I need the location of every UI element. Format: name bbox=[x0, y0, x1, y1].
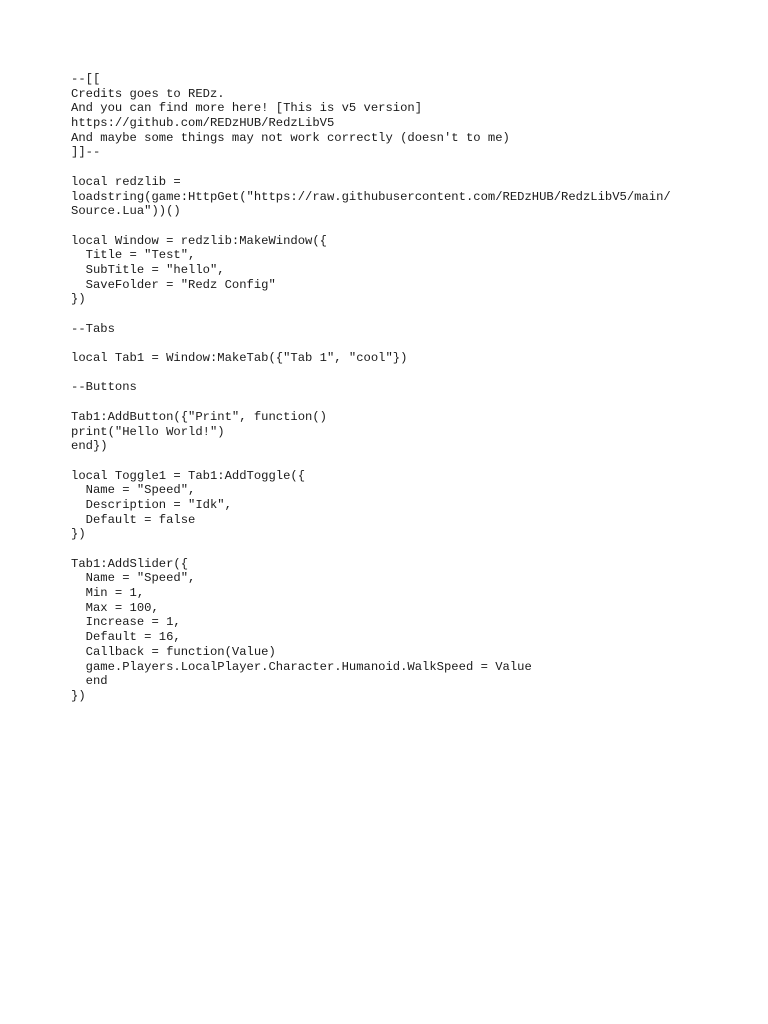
code-line: Name = "Speed", bbox=[71, 483, 196, 498]
code-line: Tab1:AddButton({"Print", function() bbox=[71, 409, 327, 424]
code-line: loadstring(game:HttpGet("https://raw.githubusercontent.com/REDzHUB/RedzLibV5/main/ bbox=[71, 189, 671, 204]
code-block bbox=[71, 72, 751, 704]
code-line: Callback = function(Value) bbox=[71, 644, 276, 659]
code-line bbox=[71, 336, 751, 351]
code-line: Description = "Idk", bbox=[71, 497, 232, 512]
code-line: SubTitle = "hello", bbox=[71, 262, 225, 277]
code-line: local Window = redzlib:MakeWindow({ bbox=[71, 233, 327, 248]
code-line bbox=[71, 454, 751, 469]
code-line: Name = "Speed", bbox=[71, 571, 196, 586]
code-line: local Tab1 = Window:MakeTab({"Tab 1", "cool"}) bbox=[71, 351, 408, 366]
code-line: Source.Lua"))() bbox=[71, 204, 181, 219]
code-line: https://github.com/REDzHUB/RedzLibV5 bbox=[71, 116, 335, 131]
code-line: --Tabs bbox=[71, 321, 115, 336]
code-line: local redzlib = bbox=[71, 174, 181, 189]
code-line: ]]-- bbox=[71, 145, 101, 160]
code-line: Tab1:AddSlider({ bbox=[71, 556, 189, 571]
code-line: --Buttons bbox=[71, 380, 137, 395]
code-line: }) bbox=[71, 527, 86, 542]
code-line: }) bbox=[71, 292, 86, 307]
code-line: game.Players.LocalPlayer.Character.Humanoid.WalkSpeed = Value bbox=[71, 659, 532, 674]
code-line: print("Hello World!") bbox=[71, 424, 225, 439]
code-line bbox=[71, 160, 751, 175]
code-line: Credits goes to REDz. bbox=[71, 86, 225, 101]
code-line: --[[ bbox=[71, 72, 101, 86]
code-line: Default = 16, bbox=[71, 630, 181, 645]
code-line: end bbox=[71, 674, 108, 689]
code-line: Default = false bbox=[71, 512, 196, 527]
code-line: end}) bbox=[71, 439, 108, 454]
code-line bbox=[71, 307, 751, 322]
code-line bbox=[71, 542, 751, 557]
code-line: Min = 1, bbox=[71, 586, 145, 601]
code-line: }) bbox=[71, 688, 86, 703]
code-line: Title = "Test", bbox=[71, 248, 196, 263]
code-line bbox=[71, 366, 751, 381]
code-line: local Toggle1 = Tab1:AddToggle({ bbox=[71, 468, 306, 483]
code-line bbox=[71, 219, 751, 234]
code-line: And you can find more here! [This is v5 version] bbox=[71, 101, 423, 116]
code-line: Increase = 1, bbox=[71, 615, 181, 630]
code-line: Max = 100, bbox=[71, 600, 159, 615]
code-line: SaveFolder = "Redz Config" bbox=[71, 277, 276, 292]
code-line bbox=[71, 395, 751, 410]
code-line: And maybe some things may not work correctly (doesn't to me) bbox=[71, 130, 510, 145]
